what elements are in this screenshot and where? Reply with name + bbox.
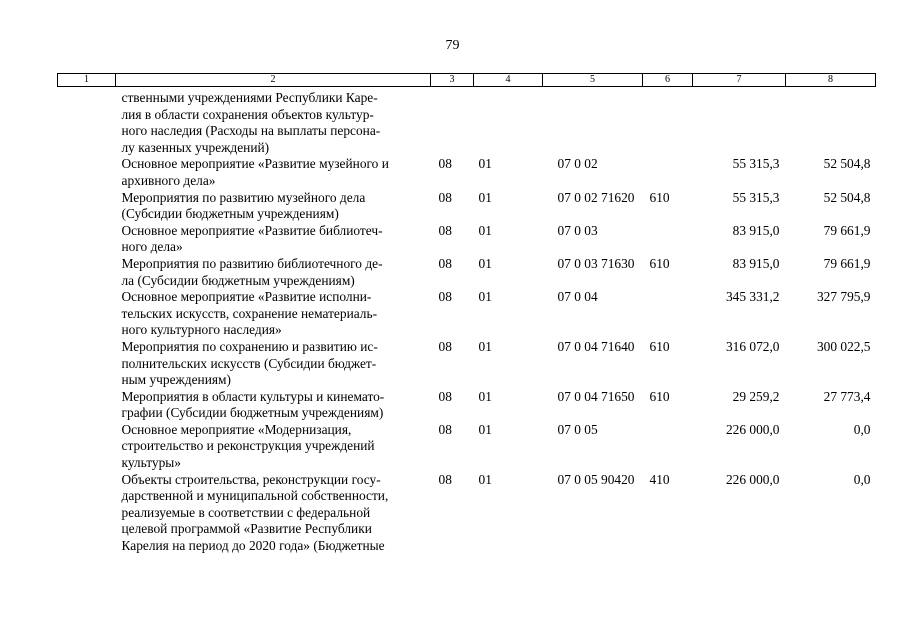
amount-second: 79 661,9 <box>823 255 871 271</box>
number-cell <box>58 422 116 472</box>
expense-type-code: 610 <box>649 388 670 404</box>
item-name: Мероприятия по сохранению и развитию ис- полнительских искусств (Субсидии бюджет- ным учреждениям) <box>121 338 378 388</box>
table-row <box>58 87 876 157</box>
column-number-header: 7 <box>693 74 786 87</box>
number-cell <box>58 289 116 339</box>
item-name: ственными учреждениями Республики Каре- лия в области сохранения объектов культур- ного наследия (Расходы на выплаты персона- лу казенных учреждений) <box>121 90 381 155</box>
amount-first: 316 072,0 <box>725 338 780 354</box>
amount-second <box>786 87 876 157</box>
table-row <box>58 389 876 422</box>
amount-second: 79 661,9 <box>823 222 871 238</box>
item-name: Основное мероприятие «Развитие исполни- тельских искусств, сохранение нематериаль- ного культурного наследия» <box>121 289 378 338</box>
number-cell <box>58 472 116 555</box>
number-cell <box>58 190 116 223</box>
table-row <box>58 472 876 555</box>
budget-table <box>57 73 876 555</box>
expense-type-code: 610 <box>649 189 670 205</box>
amount-second: 300 022,5 <box>816 338 871 354</box>
number-cell <box>58 223 116 256</box>
table-row <box>58 190 876 223</box>
expense-type-code <box>643 223 693 256</box>
subsection-code <box>474 87 543 157</box>
target-article-code: 07 0 03 <box>557 222 598 238</box>
amount-first: 226 000,0 <box>725 471 780 487</box>
subsection-code: 01 <box>478 421 492 437</box>
subsection-code: 01 <box>478 289 492 305</box>
item-name: Основное мероприятие «Развитие библиотеч- ного дела» <box>121 222 383 255</box>
number-cell <box>58 389 116 422</box>
amount-second: 0,0 <box>853 471 871 487</box>
amount-first: 83 915,0 <box>732 255 780 271</box>
amount-first: 55 315,3 <box>732 189 780 205</box>
section-code: 08 <box>438 156 452 172</box>
number-cell <box>58 339 116 389</box>
section-code: 08 <box>438 222 452 238</box>
column-number-header: 8 <box>786 74 876 87</box>
column-number-header: 4 <box>474 74 543 87</box>
subsection-code: 01 <box>478 222 492 238</box>
expense-type-code: 610 <box>649 255 670 271</box>
subsection-code: 01 <box>478 388 492 404</box>
section-code: 08 <box>438 338 452 354</box>
item-name: Объекты строительства, реконструкции госу- дарственной и муниципальной собственности, реализуемые в соответствии с федеральной целевой программой «Развитие Республики Карелия на период до 2020 года» (Бюджетные <box>121 471 389 554</box>
item-name: Основное мероприятие «Развитие музейного и архивного дела» <box>121 156 389 188</box>
page-number: 79 <box>445 38 460 53</box>
table-row <box>58 256 876 289</box>
amount-second: 327 795,9 <box>816 289 871 305</box>
target-article-code: 07 0 04 71640 <box>557 338 635 354</box>
item-name: Основное мероприятие «Модернизация, строительство и реконструкция учреждений культуры» <box>121 421 375 471</box>
item-name: Мероприятия по развитию библиотечного де- ла (Субсидии бюджетным учреждениям) <box>121 255 383 288</box>
item-name: Мероприятия по развитию музейного дела (Субсидии бюджетным учреждениям) <box>121 189 366 222</box>
table-row <box>58 156 876 189</box>
amount-first <box>693 87 786 157</box>
section-code: 08 <box>438 421 452 437</box>
column-number-header: 2 <box>116 74 431 87</box>
table-row <box>58 289 876 339</box>
amount-second: 52 504,8 <box>823 189 871 205</box>
expense-type-code: 610 <box>649 338 670 354</box>
amount-first: 226 000,0 <box>725 421 780 437</box>
amount-first: 29 259,2 <box>732 388 780 404</box>
table-row <box>58 223 876 256</box>
table-row <box>58 422 876 472</box>
target-article-code: 07 0 03 71630 <box>557 255 635 271</box>
target-article-code <box>543 87 643 157</box>
target-article-code: 07 0 05 90420 <box>557 471 635 487</box>
amount-first: 345 331,2 <box>725 289 780 305</box>
amount-first: 55 315,3 <box>732 156 780 172</box>
section-code: 08 <box>438 289 452 305</box>
subsection-code: 01 <box>478 471 492 487</box>
section-code: 08 <box>438 471 452 487</box>
column-number-header: 1 <box>58 74 116 87</box>
table-body <box>58 87 876 555</box>
amount-second: 0,0 <box>853 421 871 437</box>
section-code <box>431 87 474 157</box>
number-cell <box>58 156 116 189</box>
expense-type-code <box>643 422 693 472</box>
target-article-code: 07 0 02 <box>557 156 598 172</box>
amount-first: 83 915,0 <box>732 222 780 238</box>
target-article-code: 07 0 05 <box>557 421 598 437</box>
number-cell <box>58 256 116 289</box>
item-name: Мероприятия в области культуры и кинемато- графии (Субсидии бюджетным учреждениям) <box>121 388 385 421</box>
amount-second: 52 504,8 <box>823 156 871 172</box>
subsection-code: 01 <box>478 156 492 172</box>
column-number-header: 3 <box>431 74 474 87</box>
amount-second: 27 773,4 <box>823 388 871 404</box>
target-article-code: 07 0 02 71620 <box>557 189 635 205</box>
expense-type-code: 410 <box>649 471 670 487</box>
section-code: 08 <box>438 255 452 271</box>
expense-type-code <box>643 156 693 189</box>
expense-type-code <box>643 289 693 339</box>
number-cell <box>58 87 116 157</box>
subsection-code: 01 <box>478 189 492 205</box>
column-number-header: 6 <box>643 74 693 87</box>
section-code: 08 <box>438 189 452 205</box>
section-code: 08 <box>438 388 452 404</box>
subsection-code: 01 <box>478 338 492 354</box>
table-row <box>58 339 876 389</box>
subsection-code: 01 <box>478 255 492 271</box>
target-article-code: 07 0 04 <box>557 289 598 305</box>
expense-type-code <box>643 87 693 157</box>
column-number-row <box>58 74 876 87</box>
column-number-header: 5 <box>543 74 643 87</box>
target-article-code: 07 0 04 71650 <box>557 388 635 404</box>
